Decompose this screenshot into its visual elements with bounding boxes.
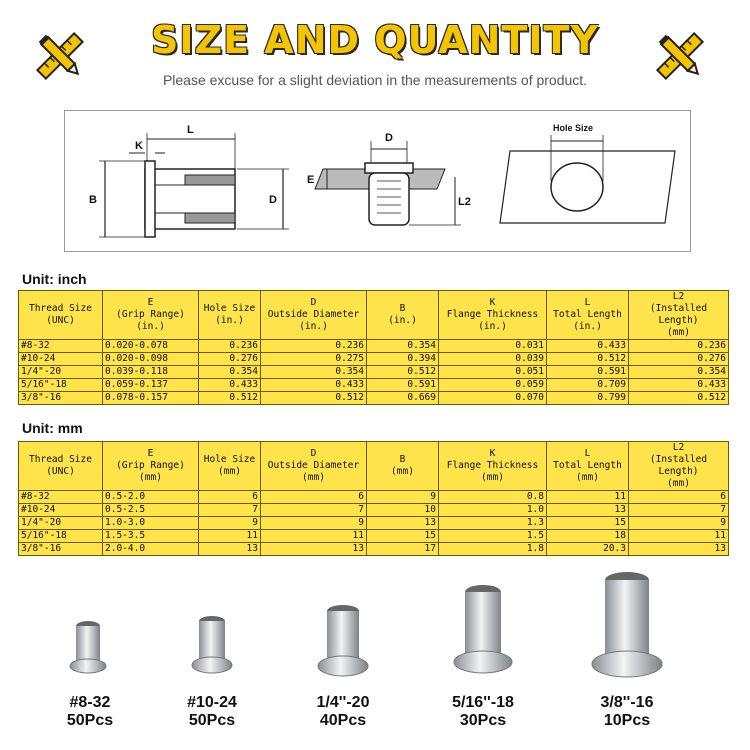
table-row — [19, 504, 729, 517]
column-header — [19, 442, 103, 491]
column-header-line: (mm) — [139, 472, 162, 483]
table-cell: 0.354 — [367, 340, 439, 353]
column-header-line: D — [310, 448, 317, 459]
column-header — [261, 291, 367, 340]
column-header-line: Flange Thickness — [446, 309, 539, 320]
column-header — [547, 291, 629, 340]
column-header-line: (mm) — [576, 472, 599, 483]
table-cell: 0.236 — [629, 340, 729, 353]
column-header-line: K — [489, 448, 496, 459]
product-size: #8-32 — [69, 694, 111, 711]
column-header-line: (mm) — [481, 472, 504, 483]
table-cell: 1/4"-20 — [19, 366, 103, 379]
rivet-nut-image — [452, 580, 514, 680]
table-cell: 0.433 — [199, 379, 261, 392]
column-header-line: Hole Size — [203, 454, 256, 465]
column-header — [439, 291, 547, 340]
rivet-nut-image — [190, 612, 234, 678]
rivet-nut-installed-drawing — [315, 141, 461, 225]
table-cell: 11 — [261, 530, 367, 543]
column-header-line: L — [584, 448, 591, 459]
table-cell: 15 — [547, 517, 629, 530]
table-cell: 0.799 — [547, 392, 629, 405]
table-cell: 11 — [547, 491, 629, 504]
table-cell: 0.394 — [367, 353, 439, 366]
product-item-3-8-16 — [577, 694, 677, 730]
table-cell: 2.0-4.0 — [103, 543, 199, 556]
column-header — [367, 291, 439, 340]
table-cell: 9 — [199, 517, 261, 530]
table-cell: 3/8"-16 — [19, 543, 103, 556]
hole-size-drawing — [500, 135, 675, 223]
table-header-row — [19, 442, 729, 491]
table-cell: 0.020-0.098 — [103, 353, 199, 366]
spec-table-inch — [18, 290, 729, 405]
column-header-line: L2 — [672, 291, 685, 302]
column-header — [261, 442, 367, 491]
rivet-nut-section-drawing — [99, 133, 289, 237]
table-row — [19, 379, 729, 392]
label-b: B — [89, 194, 97, 206]
table-row — [19, 340, 729, 353]
table-cell: 0.059 — [439, 379, 547, 392]
column-header — [103, 442, 199, 491]
table-cell: 6 — [629, 491, 729, 504]
table-cell: 0.020-0.078 — [103, 340, 199, 353]
table-cell: 1/4"-20 — [19, 517, 103, 530]
table-cell: 1.8 — [439, 543, 547, 556]
column-header-line: (in.) — [388, 315, 417, 326]
table-cell: #8-32 — [19, 340, 103, 353]
label-d: D — [269, 194, 277, 206]
table-cell: 0.433 — [261, 379, 367, 392]
product-size: 3/8''-16 — [600, 694, 654, 711]
unit-label-mm: Unit: mm — [22, 420, 83, 436]
page-subtitle: Please excuse for a slight deviation in the measurements of product. — [162, 72, 588, 88]
table-cell: 6 — [261, 491, 367, 504]
table-cell: 1.0 — [439, 504, 547, 517]
column-header-line: E — [147, 448, 154, 459]
table-row — [19, 392, 729, 405]
column-header-line: Flange Thickness — [446, 460, 539, 471]
table-cell: 13 — [629, 543, 729, 556]
column-header-line: (in.) — [299, 321, 328, 332]
table-cell: 13 — [199, 543, 261, 556]
label-l: L — [187, 124, 194, 136]
table-cell: 0.5-2.5 — [103, 504, 199, 517]
table-header-row — [19, 291, 729, 340]
product-item-8-32 — [40, 694, 140, 730]
table-cell: 9 — [629, 517, 729, 530]
column-header-line: D — [310, 297, 317, 308]
table-cell: 0.051 — [439, 366, 547, 379]
column-header — [439, 442, 547, 491]
column-header-line: (mm) — [391, 466, 414, 477]
product-item-5-16-18 — [433, 694, 533, 730]
product-item-10-24 — [162, 694, 262, 730]
table-cell: 15 — [367, 530, 439, 543]
table-cell: 9 — [261, 517, 367, 530]
column-header — [629, 442, 729, 491]
table-cell: 0.059-0.137 — [103, 379, 199, 392]
table-cell: 0.5-2.0 — [103, 491, 199, 504]
table-cell: 11 — [629, 530, 729, 543]
table-cell: 0.354 — [261, 366, 367, 379]
table-cell: 1.0-3.0 — [103, 517, 199, 530]
column-header-line: (mm) — [667, 478, 690, 489]
table-cell: 0.031 — [439, 340, 547, 353]
rivet-nut-image — [68, 618, 108, 678]
table-cell: 0.354 — [199, 366, 261, 379]
column-header — [367, 442, 439, 491]
product-qty: 10Pcs — [603, 712, 651, 729]
table-cell: 0.512 — [261, 392, 367, 405]
table-cell: 6 — [199, 491, 261, 504]
column-header-line: Total Length — [553, 309, 622, 320]
column-header — [547, 442, 629, 491]
table-cell: 0.512 — [199, 392, 261, 405]
table-cell: 9 — [367, 491, 439, 504]
table-cell: 0.276 — [199, 353, 261, 366]
column-header-line: (mm) — [218, 466, 241, 477]
column-header-line: (Grip Range) — [116, 460, 185, 471]
column-header — [629, 291, 729, 340]
table-cell: 1.3 — [439, 517, 547, 530]
column-header-line: (in.) — [215, 315, 244, 326]
column-header-line: B — [399, 303, 406, 314]
table-cell: 5/16"-18 — [19, 530, 103, 543]
table-cell: 0.070 — [439, 392, 547, 405]
product-item-1-4-20 — [293, 694, 393, 730]
table-cell: 0.709 — [547, 379, 629, 392]
column-header — [199, 442, 261, 491]
table-cell: 13 — [547, 504, 629, 517]
table-cell: 0.433 — [547, 340, 629, 353]
spec-table-mm — [18, 441, 729, 556]
column-header-line: E — [147, 297, 154, 308]
column-header — [19, 291, 103, 340]
column-header — [199, 291, 261, 340]
table-cell: 0.276 — [629, 353, 729, 366]
table-cell: 13 — [261, 543, 367, 556]
table-cell: 13 — [367, 517, 439, 530]
product-qty: 30Pcs — [459, 712, 507, 729]
table-cell: 0.669 — [367, 392, 439, 405]
column-header-line: L — [584, 297, 591, 308]
table-cell: 10 — [367, 504, 439, 517]
table-cell: 0.039 — [439, 353, 547, 366]
column-header-line: (in.) — [478, 321, 507, 332]
product-qty: 50Pcs — [66, 712, 114, 729]
table-cell: 11 — [199, 530, 261, 543]
column-header-line: L2 — [672, 442, 685, 453]
table-row — [19, 543, 729, 556]
table-row — [19, 353, 729, 366]
product-size: 5/16''-18 — [452, 694, 514, 711]
table-cell: 1.5 — [439, 530, 547, 543]
table-cell: 7 — [199, 504, 261, 517]
table-cell: #8-32 — [19, 491, 103, 504]
rivet-nut-image — [590, 566, 664, 684]
column-header-line: (Grip Range) — [116, 309, 185, 320]
table-cell: 0.591 — [547, 366, 629, 379]
dimension-diagram — [64, 110, 691, 252]
table-cell: 17 — [367, 543, 439, 556]
label-e: E — [307, 174, 315, 186]
product-size: 1/4''-20 — [316, 694, 370, 711]
column-header-line: (mm) — [302, 472, 325, 483]
table-cell: 0.354 — [629, 366, 729, 379]
table-cell: 3/8"-16 — [19, 392, 103, 405]
table-cell: #10-24 — [19, 353, 103, 366]
column-header-line: (in.) — [136, 321, 165, 332]
label-hole-size: Hole Size — [553, 123, 594, 133]
table-row — [19, 491, 729, 504]
table-cell: 20.3 — [547, 543, 629, 556]
product-qty: 40Pcs — [319, 712, 367, 729]
column-header-line: Outside Diameter — [267, 309, 360, 320]
table-cell: 0.275 — [261, 353, 367, 366]
table-row — [19, 366, 729, 379]
column-header-line: Hole Size — [203, 303, 256, 314]
table-cell: 0.512 — [547, 353, 629, 366]
column-header-line: Total Length — [553, 460, 622, 471]
table-cell: #10-24 — [19, 504, 103, 517]
column-header-line: (UNC) — [46, 466, 75, 477]
table-row — [19, 530, 729, 543]
column-header — [103, 291, 199, 340]
column-header-line: (UNC) — [46, 315, 75, 326]
column-header-line: B — [399, 454, 406, 465]
table-cell: 0.433 — [629, 379, 729, 392]
table-cell: 0.591 — [367, 379, 439, 392]
table-cell: 0.236 — [199, 340, 261, 353]
column-header-line: (in.) — [573, 321, 602, 332]
column-header-line: (Installed Length) — [649, 303, 708, 326]
column-header-line: K — [489, 297, 496, 308]
unit-label-inch: Unit: inch — [22, 271, 87, 287]
table-cell: 7 — [261, 504, 367, 517]
page-title: SIZE AND QUANTITY — [151, 18, 599, 62]
table-cell: 7 — [629, 504, 729, 517]
table-cell: 0.039-0.118 — [103, 366, 199, 379]
product-qty: 50Pcs — [188, 712, 236, 729]
table-cell: 0.236 — [261, 340, 367, 353]
label-k: K — [135, 140, 143, 152]
table-cell: 0.512 — [629, 392, 729, 405]
column-header-line: Thread Size — [29, 454, 92, 465]
table-row — [19, 517, 729, 530]
table-cell: 0.8 — [439, 491, 547, 504]
label-l2: L2 — [458, 196, 471, 208]
label-d-installed: D — [385, 132, 393, 144]
product-size: #10-24 — [187, 694, 237, 711]
table-cell: 0.078-0.157 — [103, 392, 199, 405]
table-cell: 18 — [547, 530, 629, 543]
table-cell: 0.512 — [367, 366, 439, 379]
rivet-nut-image — [316, 600, 370, 682]
table-cell: 1.5-3.5 — [103, 530, 199, 543]
column-header-line: Thread Size — [29, 303, 92, 314]
column-header-line: Outside Diameter — [267, 460, 360, 471]
column-header-line: (mm) — [667, 327, 690, 338]
table-cell: 5/16"-18 — [19, 379, 103, 392]
column-header-line: (Installed Length) — [649, 454, 708, 477]
